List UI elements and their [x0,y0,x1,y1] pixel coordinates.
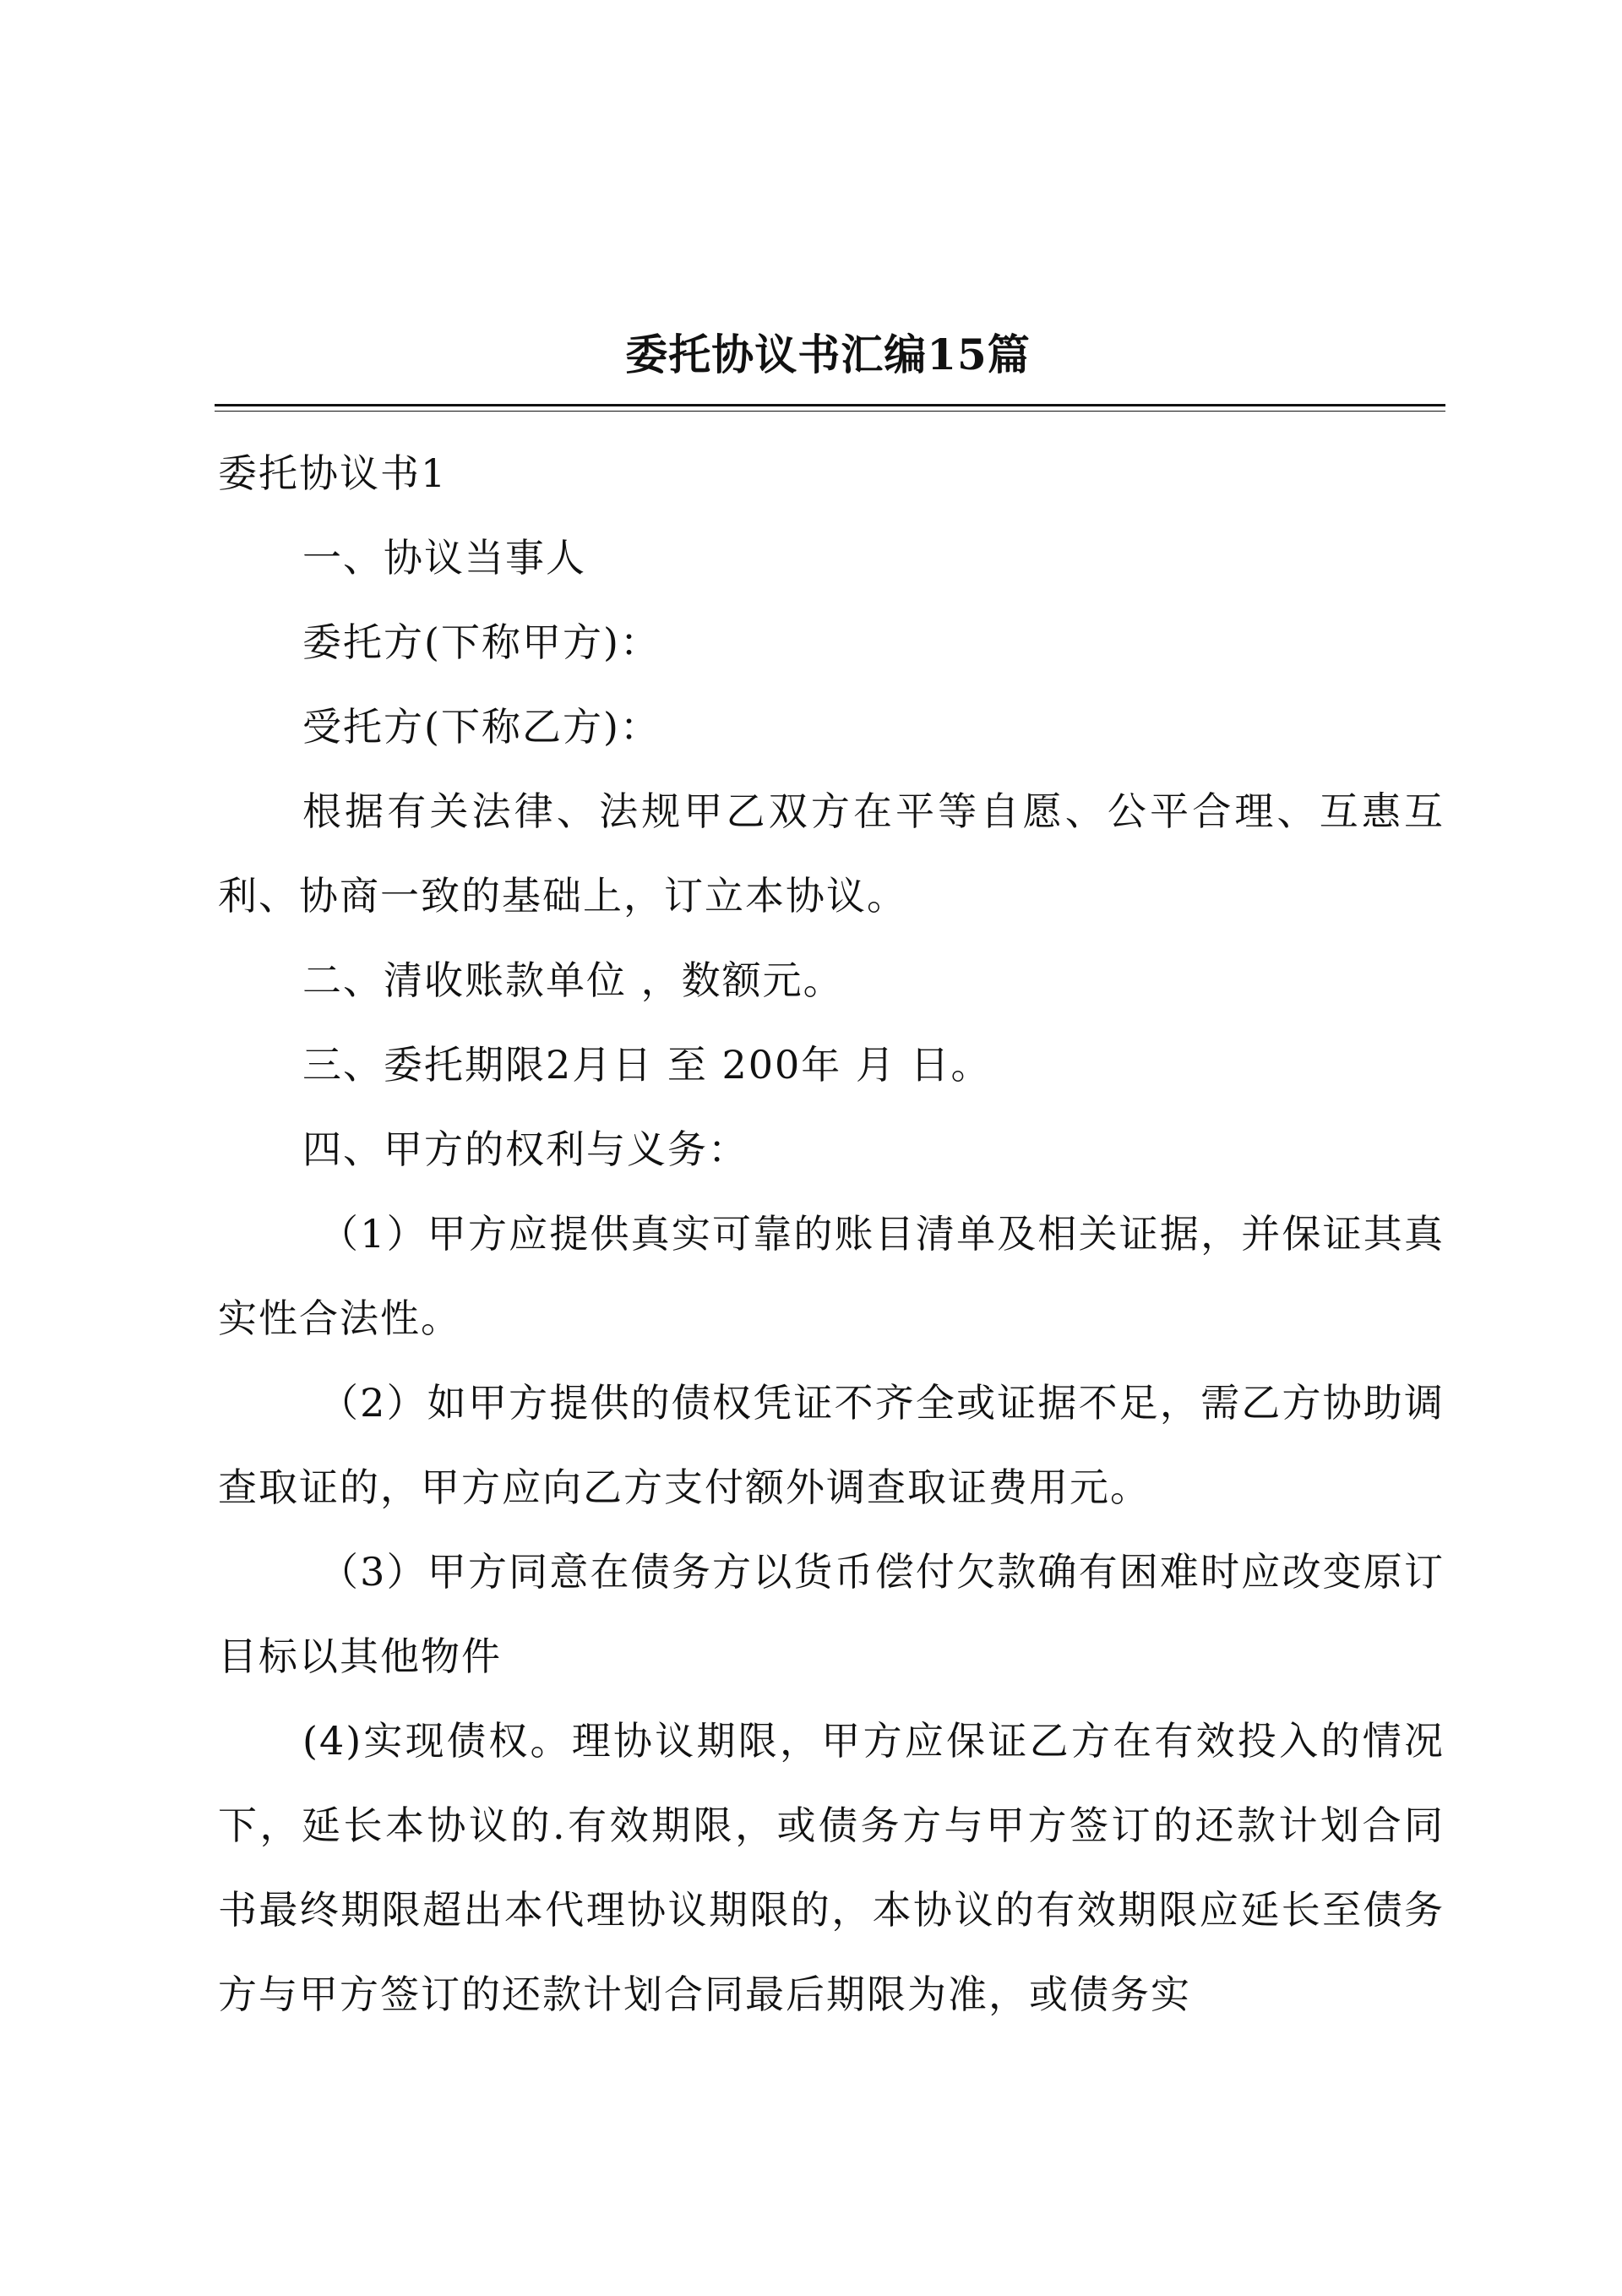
paragraph-item-2: （2）如甲方提供的债权凭证不齐全或证据不足，需乙方协助调查取证的，甲方应向乙方支付额外调查取证费用元。 [218,1380,1445,1510]
document-body [218,431,1445,2037]
paragraph-collection: 二、清收账款单位 ，数额元。 [302,957,844,1003]
title-divider-thin [215,411,1445,412]
paragraph-party-b: 受托方(下称乙方)： [302,704,661,750]
paragraph-rights-heading: 四、甲方的权利与义务： [302,1126,748,1172]
paragraph-term: 三、委托期限2月日 至 200年 月 日。 [302,1042,992,1088]
section-heading: 委托协议书1 [218,450,448,496]
title-divider-thick [215,404,1445,406]
paragraph-item-1: （1）甲方应提供真实可靠的账目清单及相关证据，并保证其真实性合法性。 [218,1211,1445,1341]
paragraph-basis: 根据有关法律、法规甲乙双方在平等自愿、公平合理、互惠互利、协商一致的基础上，订立本协议。 [218,788,1445,919]
paragraph-parties-heading: 一、协议当事人 [302,535,586,581]
document-title: 委托协议书汇编15篇 [625,330,1031,379]
paragraph-item-4: (4)实现债权。理协议期限，甲方应保证乙方在有效投入的情况下，延长本协议的.有效期限，或债务方与甲方签订的还款计划合同书最终期限超出本代理协议期限的，本协议的有效期限应延长至债务方与甲方签订的还款计划合同最后期限为准，或债务实 [218,1718,1445,2017]
paragraph-item-3: （3）甲方同意在债务方以货币偿付欠款确有困难时应改变原订目标以其他物件 [218,1549,1445,1679]
paragraph-party-a: 委托方(下称甲方)： [302,619,661,665]
